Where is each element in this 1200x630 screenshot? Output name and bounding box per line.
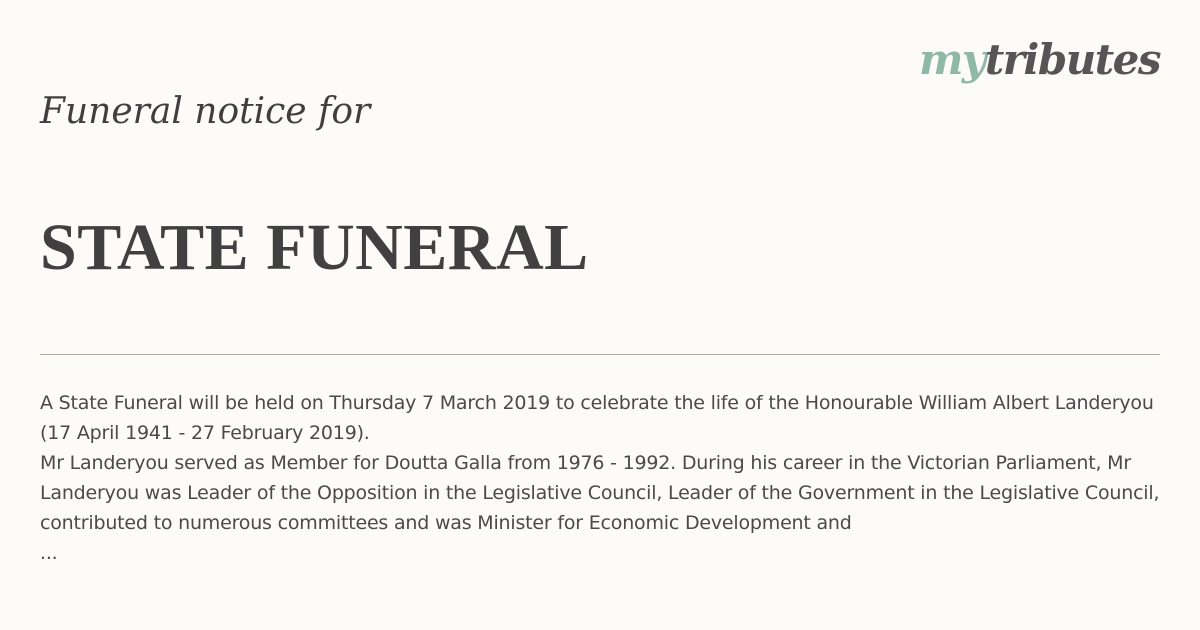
- excerpt-ellipsis: ...: [40, 542, 58, 564]
- mytributes-logo[interactable]: [919, 32, 1160, 88]
- excerpt-paragraph-1: A State Funeral will be held on Thursday 7 March 2019 to celebrate the life of the Honourable William Albert Landeryou (17 April 1941 - 27 February 2019).: [40, 392, 1154, 444]
- logo-part-my: my: [918, 35, 985, 84]
- notice-kicker: Funeral notice for: [40, 91, 371, 132]
- divider: [40, 354, 1160, 355]
- excerpt-paragraph-2: Mr Landeryou served as Member for Doutta Galla from 1976 - 1992. During his career in the Victorian Parliament, Mr Landeryou was Leader of the Opposition in the Legislative Council, Leader of the Government in the Legislative Council, contributed to numerous committees and was Minister for Economic Development and: [40, 452, 1160, 534]
- deceased-name: STATE FUNERAL: [40, 211, 589, 284]
- logo-part-tributes: tributes: [984, 35, 1160, 84]
- notice-excerpt: [40, 388, 1160, 568]
